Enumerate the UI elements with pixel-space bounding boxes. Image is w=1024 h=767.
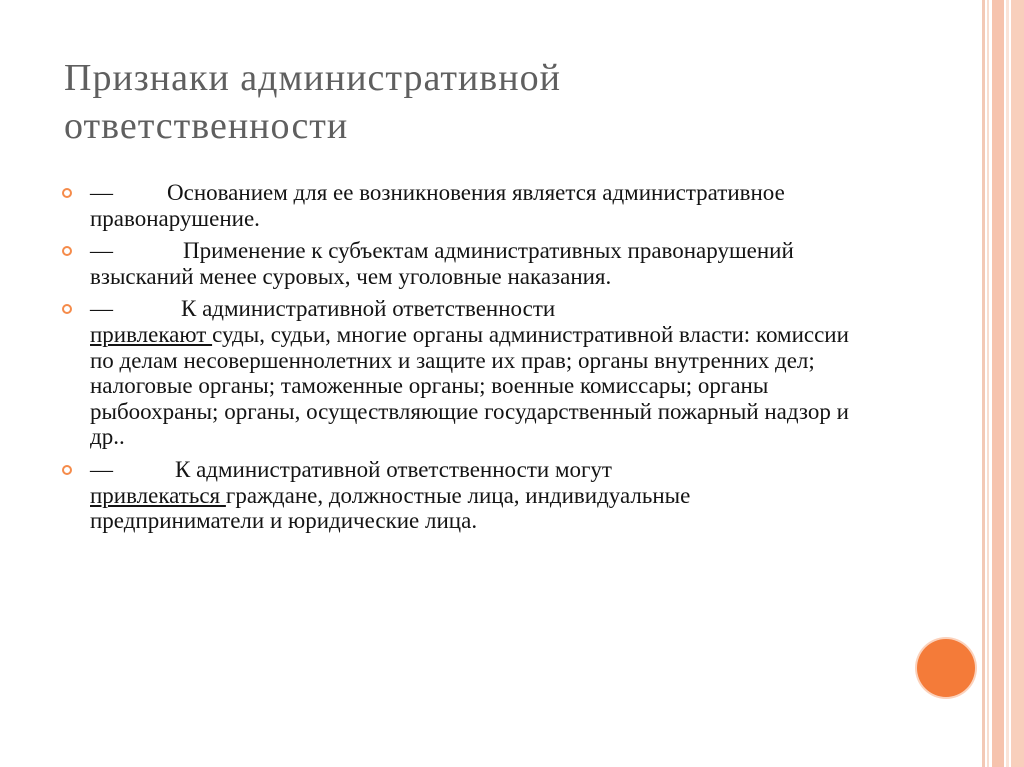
dash: — [90,180,113,205]
bullet-list [62,180,862,541]
stripe [1006,0,1009,767]
list-item [62,457,862,534]
stripe [987,0,989,767]
title-line-1: Признаки административной [64,57,561,99]
dash: — [90,296,113,322]
decorative-side-stripes [982,0,1024,767]
list-item [62,238,862,289]
stripe [982,0,985,767]
bullet-circle-icon [62,246,72,256]
list-item [62,296,862,450]
bullet-circle-icon [62,188,72,198]
list-item [62,180,862,231]
dash: — [90,238,113,264]
bullet-circle-icon [62,465,72,475]
decorative-orange-circle [917,639,975,697]
slide-title [64,54,924,150]
bullet-circle-icon [62,304,72,314]
bullet-text: граждане, должностные лица, индивидуальные предприниматели и юридические лица. [90,482,691,534]
dash: — [90,456,113,482]
bullet-text: Применение к субъектам административных правонарушений взысканий менее суровых, чем уголовные наказания. [90,238,794,289]
bullet-lead: К административной ответственности [181,296,556,322]
underlined-text: привлекаться [90,482,226,508]
stripe [992,0,1004,767]
bullet-lead: К административной ответственности могут [175,456,612,482]
stripe [1011,0,1024,767]
underlined-text: привлекают [90,321,213,347]
bullet-text: Основанием для ее возникновения является административное правонарушение. [90,180,785,231]
title-line-2: ответственности [64,105,349,147]
bullet-text: суды, судьи, многие органы административной власти: комиссии по делам несовершеннолетних и защите их прав; органы внутренних дел; налоговые органы; таможенные органы; военные комиссары; органы рыбоохраны; органы, осуществляющие государственный пожарный надзор и др.. [90,321,849,450]
